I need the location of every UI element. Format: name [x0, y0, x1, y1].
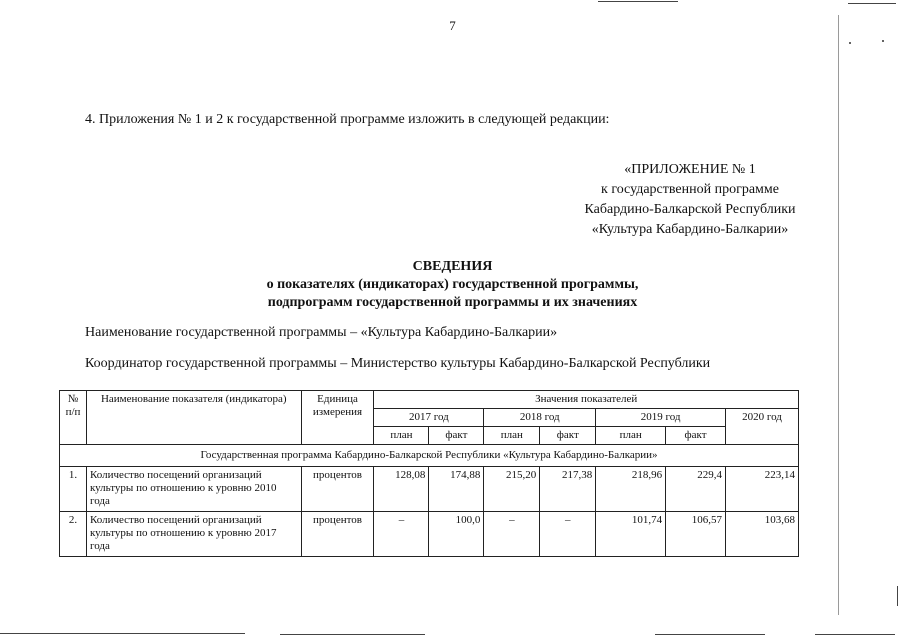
row-value-2019-plan: 218,96 [596, 467, 666, 512]
document-heading [0, 258, 905, 312]
header-year-2017: 2017 год [374, 409, 484, 427]
indicators-table [59, 390, 799, 557]
header-fact: факт [429, 427, 484, 445]
intro-paragraph: 4. Приложения № 1 и 2 к государственной программе изложить в следующей редакции: [85, 112, 610, 127]
table-section-row [60, 445, 799, 467]
row-indicator-name: Количество посещений организаций культуры по отношению к уровню 2017 года [86, 512, 301, 557]
scan-artifact-dot [882, 40, 884, 42]
row-value-2019-plan: 101,74 [596, 512, 666, 557]
heading-title: СВЕДЕНИЯ [412, 259, 493, 274]
scan-artifact-line [598, 1, 678, 2]
scan-artifact-edge [838, 15, 839, 615]
scan-artifact-line [848, 3, 896, 4]
header-plan: план [374, 427, 429, 445]
row-value-2017-fact: 174,88 [429, 467, 484, 512]
header-indicator: Наименование показателя (индикатора) [86, 391, 301, 445]
program-name-line: Наименование государственной программы – «Культура Кабардино-Балкарии» [85, 325, 558, 340]
header-fact: факт [666, 427, 726, 445]
row-unit: процентов [301, 467, 374, 512]
row-value-2018-plan: – [484, 512, 540, 557]
row-indicator-name: Количество посещений организаций культуры по отношению к уровню 2010 года [86, 467, 301, 512]
appendix-line-3: Кабардино-Балкарской Республики [584, 202, 796, 217]
row-value-2019-fact: 106,57 [666, 512, 726, 557]
row-num: 2. [60, 512, 87, 557]
row-value-2020: 223,14 [726, 467, 799, 512]
header-year-2020: 2020 год [726, 409, 799, 445]
row-unit: процентов [301, 512, 374, 557]
row-value-2018-fact: 217,38 [540, 467, 596, 512]
appendix-title: «ПРИЛОЖЕНИЕ № 1 [624, 162, 756, 177]
heading-line-3: подпрограмм государственной программы и их значениях [267, 295, 638, 310]
heading-line-2: о показателях (индикаторах) государственной программы, [266, 277, 639, 292]
appendix-header [540, 160, 840, 240]
page-number: 7 [449, 18, 456, 33]
header-plan: план [484, 427, 540, 445]
header-unit: Единица измерения [301, 391, 374, 445]
row-value-2018-fact: – [540, 512, 596, 557]
table-row [60, 512, 799, 557]
scan-artifact-line [655, 634, 765, 635]
row-num: 1. [60, 467, 87, 512]
row-value-2019-fact: 229,4 [666, 467, 726, 512]
header-year-2019: 2019 год [596, 409, 726, 427]
appendix-line-2: к государственной программе [601, 182, 779, 197]
table-header-row [60, 391, 799, 409]
header-values-group: Значения показателей [374, 391, 799, 409]
header-num: № п/п [60, 391, 87, 445]
row-value-2017-plan: – [374, 512, 429, 557]
header-plan: план [596, 427, 666, 445]
appendix-line-4: «Культура Кабардино-Балкарии» [591, 222, 789, 237]
header-year-2018: 2018 год [484, 409, 596, 427]
scan-artifact-mark [897, 586, 898, 606]
header-fact: факт [540, 427, 596, 445]
section-title: Государственная программа Кабардино-Балкарской Республики «Культура Кабардино-Балкарии» [60, 445, 799, 467]
table-row [60, 467, 799, 512]
coordinator-line: Координатор государственной программы – Министерство культуры Кабардино-Балкарской Республики [85, 356, 711, 371]
row-value-2018-plan: 215,20 [484, 467, 540, 512]
scan-artifact-line [280, 634, 425, 635]
row-value-2020: 103,68 [726, 512, 799, 557]
row-value-2017-fact: 100,0 [429, 512, 484, 557]
scan-artifact-line [0, 633, 245, 634]
scan-artifact-line [815, 634, 895, 635]
row-value-2017-plan: 128,08 [374, 467, 429, 512]
scan-artifact-dot [849, 42, 851, 44]
